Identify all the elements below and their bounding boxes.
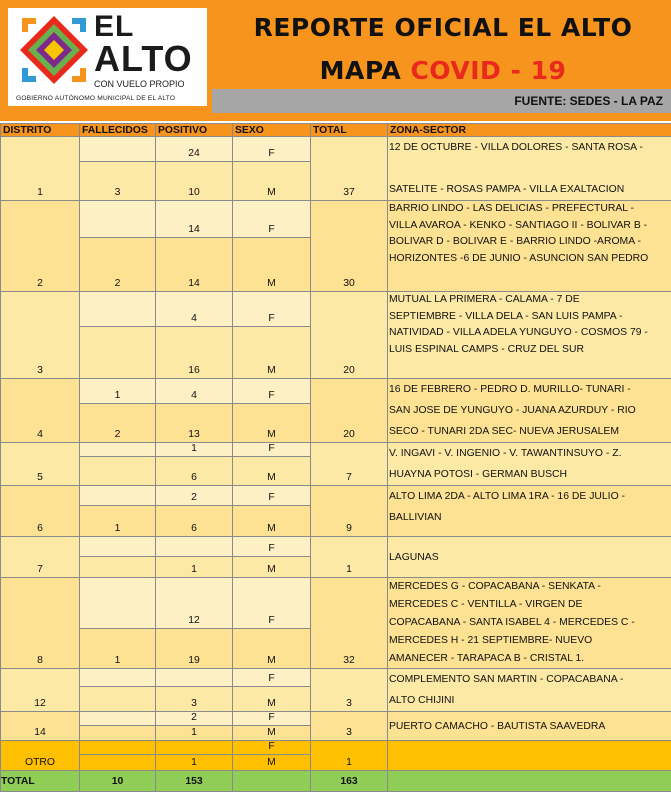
table-header <box>1 124 671 137</box>
zona-line: ALTO LIMA 2DA - ALTO LIMA 1RA - 16 DE JULIO - <box>389 486 671 507</box>
zona-sector-cell <box>388 741 671 771</box>
source-bar <box>212 89 671 113</box>
zona-sector-cell <box>388 537 671 578</box>
zona-line: COMPLEMENTO SAN MARTIN - COPACABANA - <box>389 669 671 690</box>
positivo-m-cell: 1 <box>156 726 233 741</box>
zona-line: MERCEDES H - 21 SEPTIEMBRE- NUEVO <box>389 632 671 650</box>
total-cell: 9 <box>311 486 388 537</box>
zona-sector-cell <box>388 578 671 669</box>
header <box>0 0 671 121</box>
zona-line: VILLA AVAROA - KENKO - SANTIAGO II - BOLIVAR B - <box>389 218 671 235</box>
sexo-m-cell: M <box>233 686 311 711</box>
zona-sector-cell <box>388 486 671 537</box>
column-header-positivo: POSITIVO <box>156 124 233 137</box>
zona-line: HUAYNA POTOSI - GERMAN BUSCH <box>389 464 671 485</box>
total-cell: 3 <box>311 669 388 712</box>
column-header-zona-sector: ZONA-SECTOR <box>388 124 671 137</box>
source-label: FUENTE: SEDES - LA PAZ <box>514 94 663 108</box>
fallecidos-f-cell <box>80 578 156 629</box>
zona-line: BOLIVAR D - BOLIVAR E - BARRIO LINDO -AROMA - <box>389 234 671 251</box>
zona-sector-cell <box>388 443 671 486</box>
fallecidos-m-cell: 1 <box>80 506 156 537</box>
positivo-m-cell: 1 <box>156 755 233 771</box>
fallecidos-f-cell <box>80 712 156 726</box>
fallecidos-f-cell <box>80 741 156 755</box>
sexo-m-cell: M <box>233 161 311 200</box>
zona-line: SECO - TUNARI 2DA SEC- NUEVA JERUSALEM <box>389 421 671 442</box>
table-row <box>1 201 671 238</box>
sexo-f-cell: F <box>233 741 311 755</box>
positivo-f-cell: 4 <box>156 379 233 404</box>
zona-line: 16 DE FEBRERO - PEDRO D. MURILLO- TUNARI - <box>389 379 671 400</box>
table-row <box>1 537 671 557</box>
total-cell: 3 <box>311 712 388 741</box>
zona-line: 12 DE OCTUBRE - VILLA DOLORES - SANTA ROSA - <box>389 137 671 158</box>
distrito-cell: 14 <box>1 712 80 741</box>
logo-text-alto: ALTO <box>94 38 193 80</box>
positivo-m-cell: 13 <box>156 403 233 442</box>
zona-line: ALTO CHIJINI <box>389 690 671 711</box>
zona-sector-cell <box>388 669 671 712</box>
fallecidos-f-cell: 1 <box>80 379 156 404</box>
total-cell: 20 <box>311 379 388 443</box>
totals-total: 163 <box>311 771 388 792</box>
zona-line: AMANECER - TARAPACA B - CRISTAL 1. <box>389 650 671 668</box>
fallecidos-m-cell <box>80 457 156 486</box>
total-cell: 30 <box>311 201 388 292</box>
fallecidos-f-cell <box>80 486 156 506</box>
fallecidos-f-cell <box>80 201 156 238</box>
positivo-m-cell: 19 <box>156 628 233 668</box>
covid-table <box>0 123 671 792</box>
sexo-f-cell: F <box>233 201 311 238</box>
fallecidos-f-cell <box>80 292 156 327</box>
zona-line: LUIS ESPINAL CAMPS - CRUZ DEL SUR <box>389 342 671 359</box>
page-subtitle <box>215 56 671 85</box>
fallecidos-f-cell <box>80 443 156 457</box>
table-row <box>1 443 671 457</box>
distrito-cell: 12 <box>1 669 80 712</box>
fallecidos-m-cell: 1 <box>80 628 156 668</box>
zona-line: MUTUAL LA PRIMERA - CALAMA - 7 DE <box>389 292 671 309</box>
positivo-f-cell: 12 <box>156 578 233 629</box>
zona-line: MERCEDES C - VENTILLA - VIRGEN DE <box>389 596 671 614</box>
table-row <box>1 137 671 162</box>
zona-line: SATELITE - ROSAS PAMPA - VILLA EXALTACION <box>389 179 671 200</box>
total-cell: 32 <box>311 578 388 669</box>
zona-line: MERCEDES G - COPACABANA - SENKATA - <box>389 578 671 596</box>
distrito-cell: 7 <box>1 537 80 578</box>
positivo-m-cell: 10 <box>156 161 233 200</box>
positivo-f-cell <box>156 741 233 755</box>
totals-positivo: 153 <box>156 771 233 792</box>
sexo-m-cell: M <box>233 403 311 442</box>
sexo-f-cell: F <box>233 578 311 629</box>
total-cell: 7 <box>311 443 388 486</box>
distrito-cell: 2 <box>1 201 80 292</box>
totals-row <box>1 771 671 792</box>
positivo-f-cell: 2 <box>156 712 233 726</box>
fallecidos-m-cell <box>80 557 156 578</box>
distrito-cell: 5 <box>1 443 80 486</box>
sexo-m-cell: M <box>233 557 311 578</box>
distrito-cell: OTRO <box>1 741 80 771</box>
zona-sector-cell <box>388 712 671 741</box>
sexo-m-cell: M <box>233 327 311 379</box>
fallecidos-m-cell <box>80 327 156 379</box>
zona-line: NATIVIDAD - VILLA ADELA YUNGUYO - COSMOS 79 - <box>389 325 671 342</box>
sexo-f-cell: F <box>233 712 311 726</box>
totals-label: TOTAL <box>1 771 80 792</box>
zona-line: HORIZONTES -6 DE JUNIO - ASUNCION SAN PEDRO <box>389 251 671 268</box>
positivo-m-cell: 6 <box>156 457 233 486</box>
positivo-f-cell <box>156 669 233 687</box>
sexo-m-cell: M <box>233 755 311 771</box>
positivo-f-cell: 1 <box>156 443 233 457</box>
table-row <box>1 486 671 506</box>
column-header-distrito: DISTRITO <box>1 124 80 137</box>
sexo-f-cell: F <box>233 292 311 327</box>
positivo-f-cell: 4 <box>156 292 233 327</box>
sexo-m-cell: M <box>233 238 311 292</box>
zona-line <box>389 158 671 179</box>
fallecidos-m-cell <box>80 686 156 711</box>
positivo-f-cell: 24 <box>156 137 233 162</box>
sexo-f-cell: F <box>233 669 311 687</box>
distrito-cell: 8 <box>1 578 80 669</box>
table-row <box>1 741 671 755</box>
table-row <box>1 379 671 404</box>
fallecidos-f-cell <box>80 669 156 687</box>
zona-sector-cell <box>388 292 671 379</box>
total-cell: 1 <box>311 741 388 771</box>
total-cell: 20 <box>311 292 388 379</box>
distrito-cell: 4 <box>1 379 80 443</box>
positivo-f-cell: 2 <box>156 486 233 506</box>
zona-sector-cell <box>388 201 671 292</box>
table-row <box>1 712 671 726</box>
positivo-m-cell: 6 <box>156 506 233 537</box>
totals-fallecidos: 10 <box>80 771 156 792</box>
aguayo-pattern-icon <box>18 14 90 86</box>
logo-text-el: EL <box>94 10 134 44</box>
totals-sexo <box>233 771 311 792</box>
fallecidos-m-cell <box>80 726 156 741</box>
sexo-f-cell: F <box>233 486 311 506</box>
zona-line: SEPTIEMBRE - VILLA DELA - SAN LUIS PAMPA - <box>389 309 671 326</box>
positivo-f-cell: 14 <box>156 201 233 238</box>
distrito-cell: 3 <box>1 292 80 379</box>
distrito-cell: 6 <box>1 486 80 537</box>
zona-line: BARRIO LINDO - LAS DELICIAS - PREFECTURAL - <box>389 201 671 218</box>
sexo-m-cell: M <box>233 457 311 486</box>
sexo-m-cell: M <box>233 506 311 537</box>
zona-line: COPACABANA - SANTA ISABEL 4 - MERCEDES C - <box>389 614 671 632</box>
zona-line: BALLIVIAN <box>389 507 671 528</box>
positivo-m-cell: 14 <box>156 238 233 292</box>
table-row <box>1 292 671 327</box>
sexo-f-cell: F <box>233 443 311 457</box>
totals-zona <box>388 771 671 792</box>
sexo-m-cell: M <box>233 628 311 668</box>
sexo-m-cell: M <box>233 726 311 741</box>
subtitle-prefix: MAPA <box>320 56 402 85</box>
fallecidos-m-cell <box>80 755 156 771</box>
zona-sector-cell <box>388 137 671 201</box>
column-header-fallecidos: FALLECIDOS <box>80 124 156 137</box>
total-cell: 37 <box>311 137 388 201</box>
zona-line: PUERTO CAMACHO - BAUTISTA SAAVEDRA <box>389 716 671 737</box>
column-header-total: TOTAL <box>311 124 388 137</box>
positivo-m-cell: 16 <box>156 327 233 379</box>
fallecidos-m-cell: 2 <box>80 238 156 292</box>
fallecidos-m-cell: 2 <box>80 403 156 442</box>
total-cell: 1 <box>311 537 388 578</box>
el-alto-logo <box>8 8 207 106</box>
logo-government: GOBIERNO AUTÓNOMO MUNICIPAL DE EL ALTO <box>16 95 175 102</box>
sexo-f-cell: F <box>233 379 311 404</box>
zona-line: SAN JOSE DE YUNGUYO - JUANA AZURDUY - RIO <box>389 400 671 421</box>
logo-tagline: CON VUELO PROPIO <box>94 79 185 89</box>
table-row <box>1 578 671 629</box>
positivo-f-cell <box>156 537 233 557</box>
column-header-sexo: SEXO <box>233 124 311 137</box>
positivo-m-cell: 1 <box>156 557 233 578</box>
zona-sector-cell <box>388 379 671 443</box>
distrito-cell: 1 <box>1 137 80 201</box>
page-title: REPORTE OFICIAL EL ALTO <box>215 13 671 42</box>
positivo-m-cell: 3 <box>156 686 233 711</box>
fallecidos-f-cell <box>80 137 156 162</box>
zona-line: V. INGAVI - V. INGENIO - V. TAWANTINSUYO - Z. <box>389 443 671 464</box>
table-row <box>1 669 671 687</box>
fallecidos-f-cell <box>80 537 156 557</box>
sexo-f-cell: F <box>233 137 311 162</box>
subtitle-highlight: COVID - 19 <box>410 56 566 85</box>
sexo-f-cell: F <box>233 537 311 557</box>
fallecidos-m-cell: 3 <box>80 161 156 200</box>
zona-line: LAGUNAS <box>389 547 671 568</box>
